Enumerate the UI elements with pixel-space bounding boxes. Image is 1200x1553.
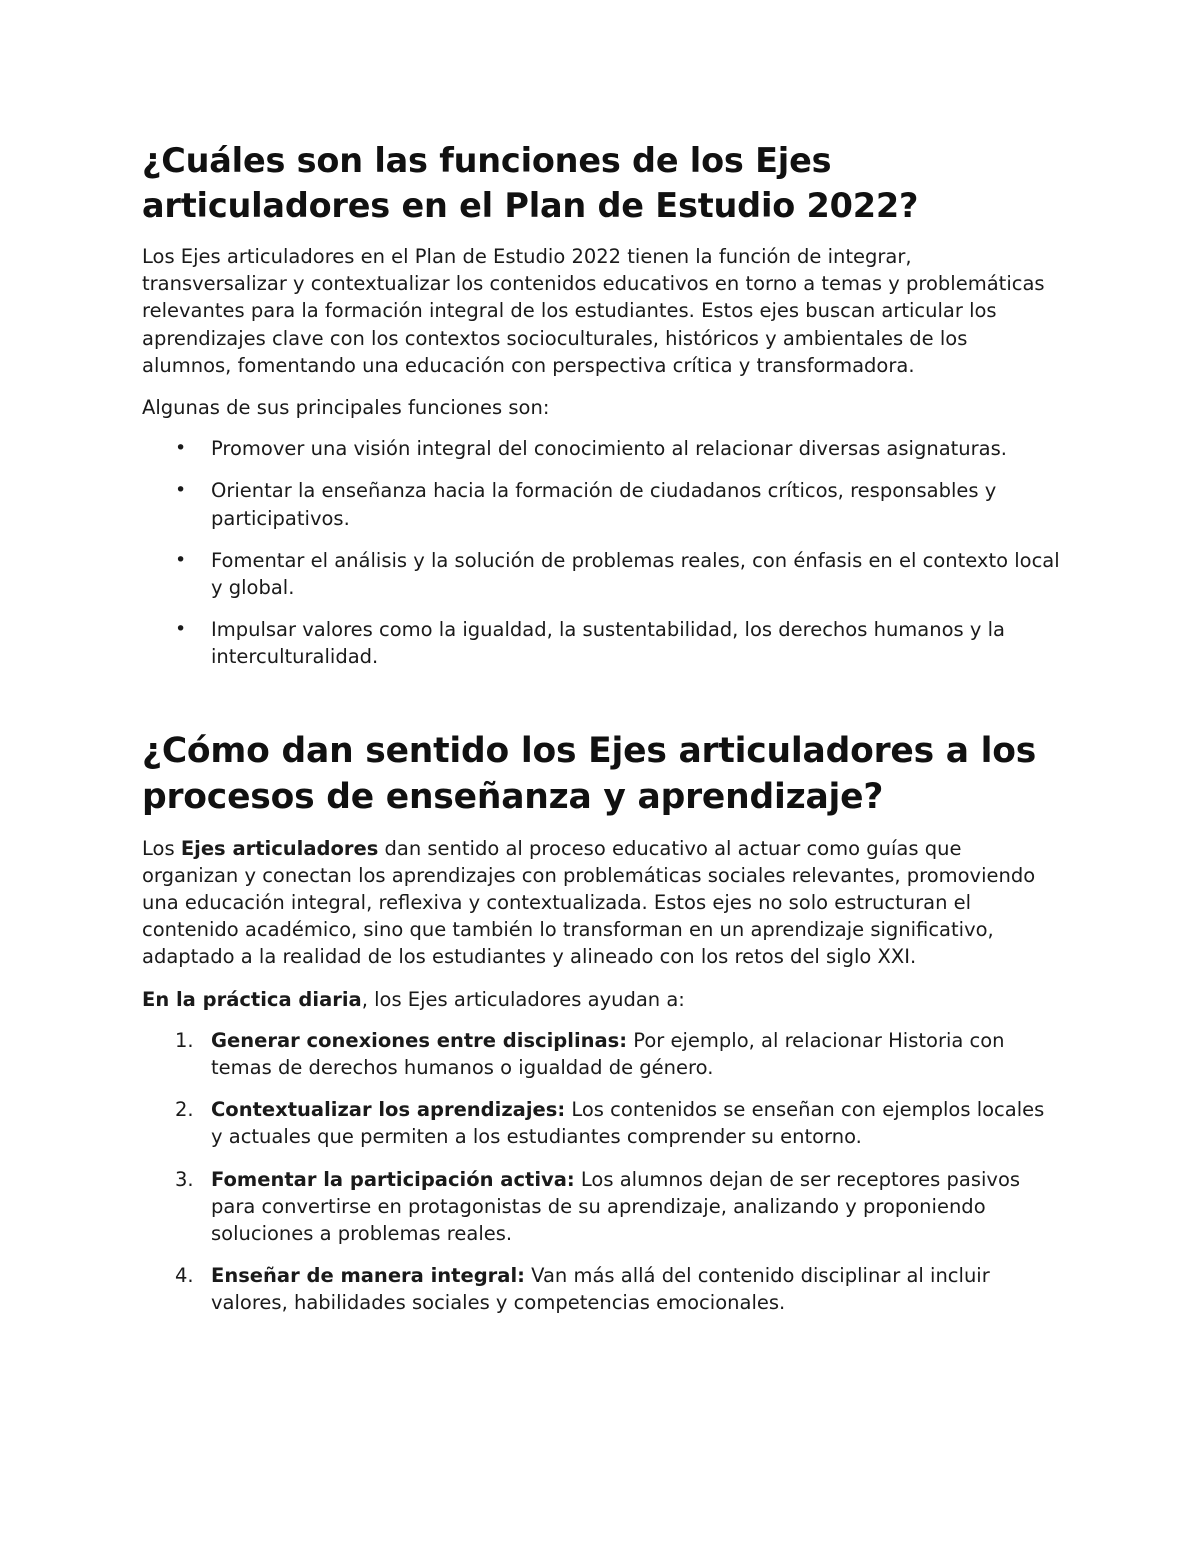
list-item [142, 1262, 1062, 1316]
bullet-icon: • [175, 548, 187, 571]
list-item-title: Generar conexiones entre disciplinas: [211, 1028, 628, 1052]
list-item-title: Fomentar la participación activa: [211, 1167, 575, 1191]
list-number: 4. [175, 1264, 194, 1288]
section-paragraph [142, 835, 1062, 971]
list-item [142, 477, 1062, 531]
list-intro-bold: En la práctica diaria [142, 987, 362, 1011]
list-number: 3. [175, 1167, 194, 1191]
bullet-icon: • [175, 479, 187, 502]
list-item [142, 435, 1062, 462]
list-item-text: Los alumnos dejan de ser receptores pasivos para convertirse en protagonistas de su aprendizaje, analizando y proponiendo soluciones a problemas reales. [211, 1167, 1021, 1246]
list-item [142, 1027, 1062, 1081]
section-paragraph: Los Ejes articuladores en el Plan de Estudio 2022 tienen la función de integrar, transversalizar y contextualizar los contenidos educativos en torno a temas y problemáticas relevantes para la formación integral de los estudiantes. Estos ejes buscan articular los aprendizajes clave con los contextos socioculturales, históricos y ambientales de los alumnos, fomentando una educación con perspectiva crítica y transformadora. [142, 245, 1045, 377]
list-item-title: Enseñar de manera integral: [211, 1264, 525, 1288]
bullet-icon: • [175, 437, 187, 460]
list-item-text: Promover una visión integral del conocimiento al relacionar diversas asignaturas. [211, 437, 1007, 461]
list-item-text: Fomentar el análisis y la solución de problemas reales, con énfasis en el contexto local y global. [211, 548, 1060, 600]
list-item [142, 1096, 1062, 1150]
section-functions [142, 138, 1062, 671]
bullet-list [142, 435, 1062, 670]
document-page [142, 138, 1062, 1332]
list-item [142, 547, 1062, 601]
paragraph-bold-term: Ejes articuladores [180, 836, 379, 860]
list-item-title: Contextualizar los aprendizajes: [211, 1098, 566, 1122]
list-number: 2. [175, 1098, 194, 1122]
section-meaning [142, 728, 1062, 1317]
list-intro-text: , los Ejes articuladores ayudan a: [361, 987, 685, 1011]
list-intro: Algunas de sus principales funciones son: [142, 396, 550, 420]
paragraph-text: Los [142, 836, 181, 860]
bullet-icon: • [175, 618, 187, 641]
section-heading: ¿Cómo dan sentido los Ejes articuladores a los procesos de enseñanza y aprendizaje? [142, 730, 1037, 817]
list-item-text: Por ejemplo, al relacionar Historia con temas de derechos humanos o igualdad de género. [211, 1028, 1005, 1080]
list-item-text: Orientar la enseñanza hacia la formación de ciudadanos críticos, responsables y participativos. [211, 479, 997, 530]
list-number: 1. [175, 1028, 194, 1052]
paragraph-text: dan sentido al proceso educativo al actuar como guías que organizan y conectan los aprendizajes con problemáticas sociales relevantes, promoviendo una educación integral, reflexiva y contextualizada. Estos ejes no solo estructuran el contenido académico, sino que también lo transforman en un aprendizaje significativo, adaptado a la realidad de los estudiantes y alineado con los retos del siglo XXI. [142, 836, 1036, 969]
list-item-text: Van más allá del contenido disciplinar al incluir valores, habilidades sociales y competencias emocionales. [211, 1264, 990, 1315]
section-heading: ¿Cuáles son las funciones de los Ejes articuladores en el Plan de Estudio 2022? [142, 141, 919, 225]
numbered-list [142, 1027, 1062, 1317]
list-item-text: Los contenidos se enseñan con ejemplos locales y actuales que permiten a los estudiantes comprender su entorno. [211, 1098, 1045, 1149]
list-item [142, 1166, 1062, 1248]
list-item-text: Impulsar valores como la igualdad, la sustentabilidad, los derechos humanos y la interculturalidad. [211, 618, 1005, 669]
list-item [142, 616, 1062, 670]
list-intro [142, 986, 1062, 1013]
